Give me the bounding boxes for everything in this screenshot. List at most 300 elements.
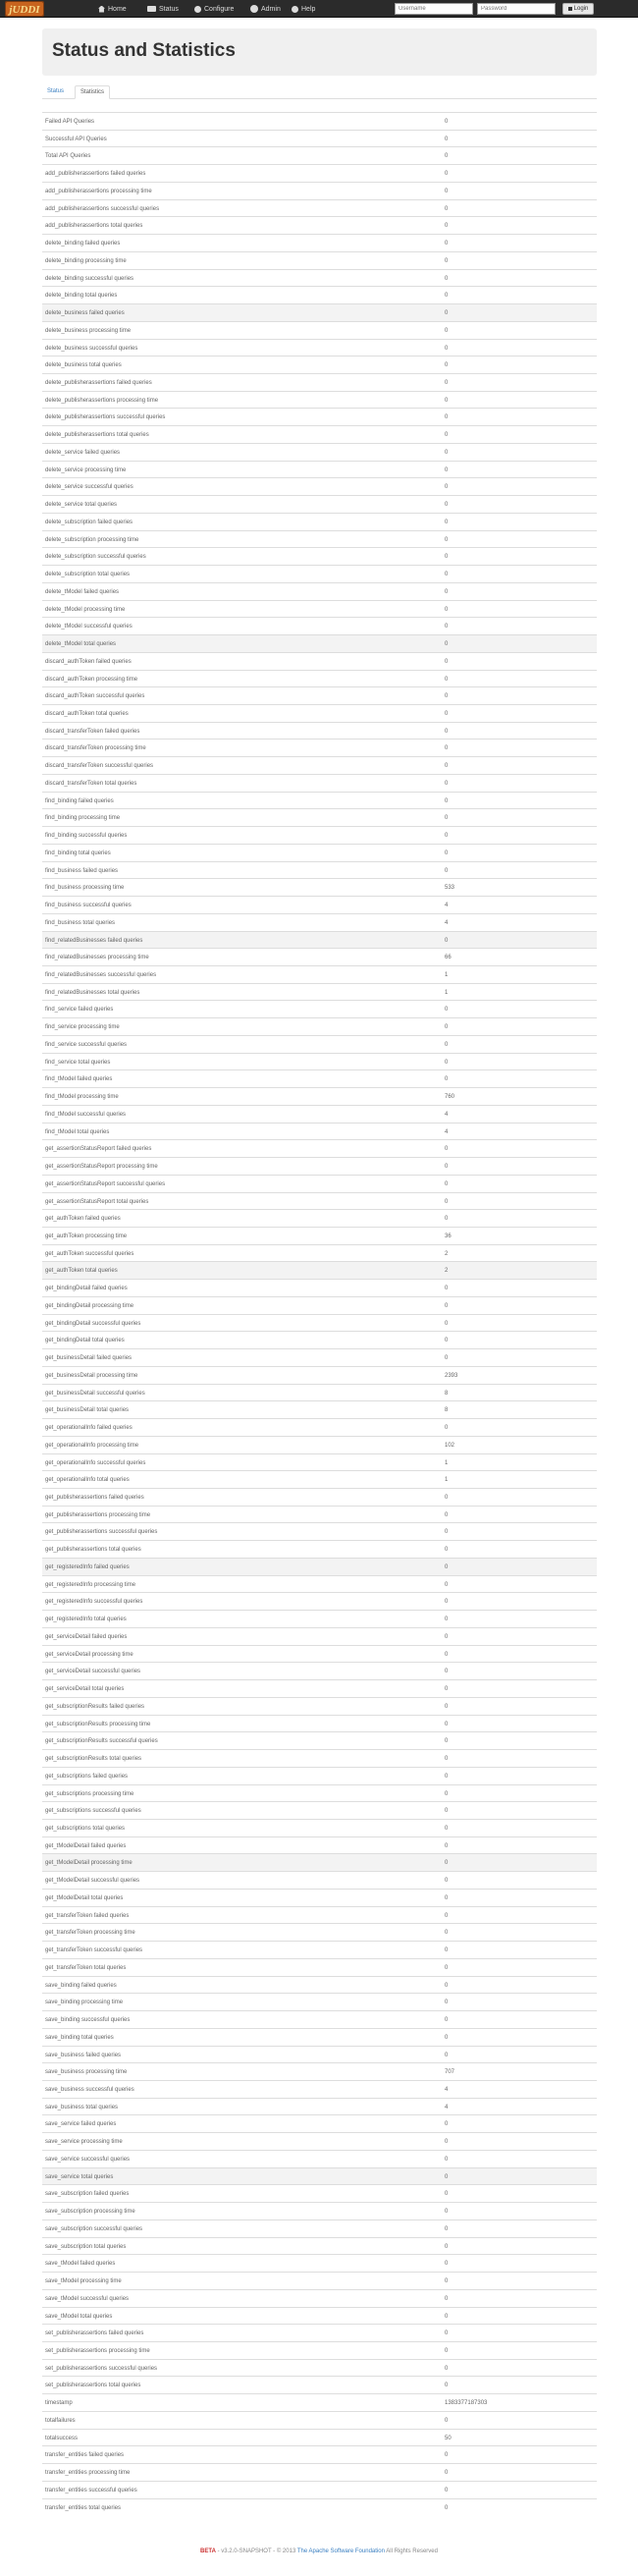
table-row xyxy=(42,1801,597,1819)
navbar xyxy=(0,0,638,18)
stat-value: 0 xyxy=(445,2452,449,2459)
stat-name: get_assertionStatusReport total queries xyxy=(45,1198,149,1205)
table-row xyxy=(42,1679,597,1697)
stat-name: save_business failed queries xyxy=(45,2052,122,2058)
nav-home[interactable] xyxy=(98,0,127,18)
stat-name: save_service total queries xyxy=(45,2173,114,2180)
table-row xyxy=(42,2376,597,2393)
stat-name: get_transferToken failed queries xyxy=(45,1912,130,1919)
stat-name: get_registeredInfo failed queries xyxy=(45,1563,130,1570)
table-row xyxy=(42,1384,597,1401)
stat-name: get_businessDetail failed queries xyxy=(45,1355,133,1362)
table-row xyxy=(42,670,597,687)
nav-help[interactable] xyxy=(292,0,315,18)
stat-value: 0 xyxy=(445,1547,449,1554)
stat-value: 0 xyxy=(445,119,449,125)
stat-value: 0 xyxy=(445,1860,449,1867)
table-row xyxy=(42,1331,597,1348)
table-row xyxy=(42,1923,597,1941)
table-row xyxy=(42,965,597,983)
stat-value: 0 xyxy=(445,293,449,300)
rights-text: All Rights Reserved xyxy=(386,2549,438,2554)
stat-value: 36 xyxy=(445,1233,452,1239)
table-row xyxy=(42,269,597,287)
table-row xyxy=(42,1749,597,1767)
stat-value: 0 xyxy=(445,2191,449,2198)
tab-status[interactable]: Status xyxy=(47,88,65,94)
table-row xyxy=(42,1871,597,1889)
table-row xyxy=(42,1400,597,1418)
stat-value: 0 xyxy=(445,449,449,456)
stat-name: delete_tModel total queries xyxy=(45,641,117,648)
stat-name: find_relatedBusinesses failed queries xyxy=(45,937,143,944)
stat-value: 0 xyxy=(445,2052,449,2058)
stat-value: 0 xyxy=(445,2139,449,2146)
stat-value: 760 xyxy=(445,1094,455,1101)
stat-name: get_authToken failed queries xyxy=(45,1216,121,1223)
stat-value: 0 xyxy=(445,2417,449,2424)
stat-name: delete_binding processing time xyxy=(45,257,127,264)
nav-label: Home xyxy=(108,5,127,13)
table-row xyxy=(42,1139,597,1157)
stat-value: 0 xyxy=(445,2034,449,2041)
stat-value: 0 xyxy=(445,1773,449,1780)
stat-value: 2 xyxy=(445,1250,449,1257)
stat-value: 0 xyxy=(445,1355,449,1362)
stat-value: 0 xyxy=(445,1894,449,1901)
stat-name: get_publisherassertions failed queries xyxy=(45,1495,144,1502)
stat-value: 0 xyxy=(445,710,449,717)
stat-value: 0 xyxy=(445,1164,449,1171)
stat-name: get_subscriptions failed queries xyxy=(45,1773,129,1780)
stat-name: get_bindingDetail total queries xyxy=(45,1338,125,1344)
table-row xyxy=(42,2202,597,2220)
stat-name: save_binding total queries xyxy=(45,2034,114,2041)
stat-name: add_publisherassertions processing time xyxy=(45,188,152,194)
table-row xyxy=(42,1522,597,1540)
stat-name: save_subscription successful queries xyxy=(45,2225,143,2232)
stat-name: get_subscriptionResults successful queries xyxy=(45,1738,158,1745)
stat-name: save_binding successful queries xyxy=(45,2017,131,2024)
login-button[interactable] xyxy=(562,3,594,15)
beta-label: BETA xyxy=(200,2549,216,2554)
table-row xyxy=(42,2098,597,2115)
stat-value: 0 xyxy=(445,1599,449,1606)
gear-icon xyxy=(194,6,201,13)
stat-value: 0 xyxy=(445,2017,449,2024)
stat-name: get_subscriptionResults processing time xyxy=(45,1721,151,1727)
stat-value: 0 xyxy=(445,850,449,856)
stat-name: save_tModel total queries xyxy=(45,2313,113,2320)
table-row xyxy=(42,1889,597,1906)
stat-name: save_service processing time xyxy=(45,2139,123,2146)
stat-value: 707 xyxy=(445,2069,455,2076)
stat-value: 4 xyxy=(445,2104,449,2110)
stat-name: delete_tModel failed queries xyxy=(45,588,120,595)
table-row xyxy=(42,1941,597,1958)
stat-value: 0 xyxy=(445,1756,449,1763)
table-row xyxy=(42,1157,597,1175)
stat-name: delete_binding failed queries xyxy=(45,241,121,247)
stat-name: delete_tModel processing time xyxy=(45,606,126,613)
juddi-logo[interactable] xyxy=(5,1,44,17)
stat-name: transfer_entities successful queries xyxy=(45,2487,137,2494)
stat-value: 0 xyxy=(445,728,449,735)
password-input[interactable] xyxy=(477,3,556,15)
table-row xyxy=(42,1348,597,1366)
nav-label: Status xyxy=(159,5,179,13)
stat-value: 0 xyxy=(445,345,449,352)
stat-value: 0 xyxy=(445,536,449,543)
table-row xyxy=(42,1540,597,1558)
table-row xyxy=(42,600,597,618)
table-row xyxy=(42,461,597,478)
table-row xyxy=(42,1697,597,1715)
stat-value: 0 xyxy=(445,2295,449,2302)
table-row xyxy=(42,2272,597,2289)
stat-value: 0 xyxy=(445,1703,449,1710)
table-row xyxy=(42,1731,597,1749)
stat-value: 0 xyxy=(445,1146,449,1153)
table-row xyxy=(42,1279,597,1296)
table-row xyxy=(42,547,597,565)
table-row xyxy=(42,1906,597,1924)
stat-name: totalfailures xyxy=(45,2417,76,2424)
statistics-table xyxy=(42,112,597,2515)
table-row xyxy=(42,164,597,182)
table-row xyxy=(42,112,597,130)
stat-name: get_authToken successful queries xyxy=(45,1250,134,1257)
version-text: - v3.2.0-SNAPSHOT - © 2013 xyxy=(217,2549,296,2554)
stat-name: transfer_entities failed queries xyxy=(45,2452,125,2459)
stat-value: 0 xyxy=(445,1617,449,1623)
stat-value: 0 xyxy=(445,1633,449,1640)
stat-value: 0 xyxy=(445,241,449,247)
table-row xyxy=(42,2289,597,2307)
stat-name: get_transferToken processing time xyxy=(45,1930,135,1937)
table-row xyxy=(42,286,597,303)
stat-name: find_relatedBusinesses processing time xyxy=(45,955,149,961)
stat-value: 1 xyxy=(445,1477,449,1484)
table-row xyxy=(42,146,597,164)
stat-name: save_subscription failed queries xyxy=(45,2191,130,2198)
stat-value: 0 xyxy=(445,2278,449,2285)
table-row xyxy=(42,2114,597,2132)
table-row xyxy=(42,251,597,269)
stat-name: discard_authToken total queries xyxy=(45,710,129,717)
table-row xyxy=(42,1784,597,1802)
stat-value: 0 xyxy=(445,867,449,874)
stat-value: 0 xyxy=(445,676,449,683)
table-row xyxy=(42,495,597,513)
table-row xyxy=(42,1227,597,1244)
stat-value: 0 xyxy=(445,658,449,665)
stat-value: 0 xyxy=(445,1425,449,1432)
stat-name: delete_business failed queries xyxy=(45,310,125,317)
stat-name: get_tModelDetail total queries xyxy=(45,1894,124,1901)
table-row xyxy=(42,686,597,704)
table-row xyxy=(42,408,597,425)
stat-name: get_businessDetail successful queries xyxy=(45,1390,145,1397)
stat-value: 0 xyxy=(445,2000,449,2006)
stat-name: discard_authToken successful queries xyxy=(45,693,145,700)
stat-name: find_service processing time xyxy=(45,1024,120,1031)
stat-name: delete_publisherassertions successful queries xyxy=(45,414,166,421)
table-row xyxy=(42,1453,597,1471)
stat-name: save_binding failed queries xyxy=(45,1982,117,1989)
table-row xyxy=(42,634,597,652)
table-row xyxy=(42,2132,597,2150)
table-row xyxy=(42,373,597,391)
stat-name: find_binding processing time xyxy=(45,815,121,822)
table-row xyxy=(42,1123,597,1140)
stat-value: 0 xyxy=(445,327,449,334)
help-icon xyxy=(292,6,298,13)
stat-value: 0 xyxy=(445,1007,449,1014)
stat-value: 0 xyxy=(445,1563,449,1570)
table-row xyxy=(42,425,597,443)
table-row xyxy=(42,1767,597,1784)
stat-name: find_tModel total queries xyxy=(45,1128,110,1135)
stat-name: get_bindingDetail failed queries xyxy=(45,1286,128,1292)
stat-name: save_tModel processing time xyxy=(45,2278,122,2285)
stat-value: 0 xyxy=(445,1198,449,1205)
stat-value: 0 xyxy=(445,1180,449,1187)
table-row xyxy=(42,1192,597,1210)
stat-name: delete_business successful queries xyxy=(45,345,138,352)
stat-name: get_bindingDetail processing time xyxy=(45,1302,134,1309)
stat-value: 0 xyxy=(445,1878,449,1885)
table-row xyxy=(42,565,597,582)
table-row xyxy=(42,2341,597,2359)
table-row xyxy=(42,1958,597,1976)
stat-name: get_subscriptions processing time xyxy=(45,1790,134,1797)
stat-name: discard_transferToken total queries xyxy=(45,780,137,787)
stat-name: discard_authToken failed queries xyxy=(45,658,132,665)
stat-name: timestamp xyxy=(45,2400,73,2407)
stat-name: delete_tModel successful queries xyxy=(45,624,133,630)
stat-value: 0 xyxy=(445,310,449,317)
stat-name: delete_service total queries xyxy=(45,502,118,509)
table-row xyxy=(42,2150,597,2167)
apache-link[interactable]: The Apache Software Foundation xyxy=(296,2549,385,2554)
stat-value: 0 xyxy=(445,780,449,787)
stat-value: 0 xyxy=(445,2225,449,2232)
table-row xyxy=(42,1261,597,1279)
stat-name: find_binding total queries xyxy=(45,850,111,856)
table-row xyxy=(42,931,597,949)
table-row xyxy=(42,2445,597,2463)
table-row xyxy=(42,2237,597,2255)
stat-value: 0 xyxy=(445,745,449,752)
nav-configure[interactable] xyxy=(194,0,234,18)
stat-name: delete_publisherassertions total queries xyxy=(45,432,149,439)
stat-value: 2 xyxy=(445,1268,449,1275)
stat-name: delete_publisherassertions failed queries xyxy=(45,380,152,387)
table-row xyxy=(42,1627,597,1645)
stat-name: save_service successful queries xyxy=(45,2156,131,2163)
stat-name: get_operationalInfo processing time xyxy=(45,1442,139,1449)
stat-name: get_businessDetail total queries xyxy=(45,1407,130,1414)
stat-value: 0 xyxy=(445,1286,449,1292)
stat-value: 0 xyxy=(445,2504,449,2511)
stat-name: get_bindingDetail successful queries xyxy=(45,1320,141,1327)
table-row xyxy=(42,1662,597,1679)
stat-value: 0 xyxy=(445,2261,449,2268)
table-row xyxy=(42,844,597,861)
logo-text: jUDDI xyxy=(9,4,40,16)
stat-value: 102 xyxy=(445,1442,455,1449)
table-row xyxy=(42,303,597,321)
stat-name: find_binding failed queries xyxy=(45,797,114,804)
stat-value: 0 xyxy=(445,1686,449,1693)
table-row xyxy=(42,792,597,809)
stat-value: 0 xyxy=(445,937,449,944)
stat-name: save_business total queries xyxy=(45,2104,119,2110)
table-row xyxy=(42,1418,597,1436)
stat-value: 0 xyxy=(445,1581,449,1588)
table-row xyxy=(42,808,597,826)
table-row xyxy=(42,216,597,234)
stat-value: 0 xyxy=(445,1495,449,1502)
stat-name: get_businessDetail processing time xyxy=(45,1372,138,1379)
stat-value: 0 xyxy=(445,275,449,282)
nav-admin[interactable] xyxy=(250,0,281,18)
table-row xyxy=(42,339,597,356)
stat-name: add_publisherassertions total queries xyxy=(45,223,143,230)
table-row xyxy=(42,826,597,844)
table-row xyxy=(42,2359,597,2377)
stat-value: 0 xyxy=(445,1930,449,1937)
table-row xyxy=(42,1853,597,1871)
stat-name: set_publisherassertions failed queries xyxy=(45,2330,144,2337)
stat-name: get_operationalInfo total queries xyxy=(45,1477,130,1484)
table-row xyxy=(42,1993,597,2010)
username-input[interactable] xyxy=(395,3,473,15)
nav-status[interactable] xyxy=(147,0,179,18)
stat-value: 0 xyxy=(445,1511,449,1518)
stat-value: 0 xyxy=(445,1041,449,1048)
table-row xyxy=(42,182,597,199)
stat-name: find_business failed queries xyxy=(45,867,119,874)
stat-value: 0 xyxy=(445,1669,449,1675)
stat-value: 0 xyxy=(445,1651,449,1658)
stat-name: get_assertionStatusReport processing time xyxy=(45,1164,158,1171)
stat-value: 50 xyxy=(445,2435,452,2441)
stat-value: 1383377187303 xyxy=(445,2400,488,2407)
table-row xyxy=(42,1296,597,1314)
stat-value: 4 xyxy=(445,919,449,926)
tab-bar xyxy=(42,85,597,99)
stat-name: add_publisherassertions failed queries xyxy=(45,171,146,178)
stat-value: 4 xyxy=(445,1111,449,1118)
stat-value: 0 xyxy=(445,1912,449,1919)
stat-name: get_assertionStatusReport failed queries xyxy=(45,1146,152,1153)
table-row xyxy=(42,477,597,495)
table-row xyxy=(42,896,597,913)
stat-name: delete_subscription total queries xyxy=(45,572,131,578)
table-row xyxy=(42,2429,597,2446)
stat-value: 0 xyxy=(445,693,449,700)
stat-value: 0 xyxy=(445,414,449,421)
table-row xyxy=(42,1436,597,1453)
stat-value: 0 xyxy=(445,763,449,770)
table-row xyxy=(42,513,597,530)
stat-name: get_serviceDetail processing time xyxy=(45,1651,133,1658)
stat-name: Total API Queries xyxy=(45,153,91,160)
stat-value: 0 xyxy=(445,1982,449,1989)
table-row xyxy=(42,1366,597,1384)
table-row xyxy=(42,2411,597,2429)
stat-value: 4 xyxy=(445,903,449,909)
camera-icon xyxy=(147,6,156,12)
table-row xyxy=(42,1087,597,1105)
stat-value: 66 xyxy=(445,955,452,961)
stat-value: 1 xyxy=(445,971,449,978)
table-row xyxy=(42,1558,597,1575)
stat-value: 1 xyxy=(445,1459,449,1466)
table-row xyxy=(42,861,597,879)
stat-value: 0 xyxy=(445,1790,449,1797)
table-row xyxy=(42,356,597,373)
stat-name: get_subscriptionResults total queries xyxy=(45,1756,142,1763)
table-row xyxy=(42,652,597,670)
stat-value: 0 xyxy=(445,466,449,473)
page-title: Status and Statistics xyxy=(52,40,236,61)
stat-name: get_operationalInfo failed queries xyxy=(45,1425,133,1432)
stat-value: 0 xyxy=(445,641,449,648)
table-row xyxy=(42,2254,597,2272)
stat-value: 4 xyxy=(445,2086,449,2093)
stat-name: save_tModel failed queries xyxy=(45,2261,116,2268)
table-row xyxy=(42,1715,597,1732)
stat-value: 0 xyxy=(445,1024,449,1031)
table-row xyxy=(42,878,597,896)
stat-value: 0 xyxy=(445,205,449,212)
stat-value: 0 xyxy=(445,1076,449,1083)
stat-name: get_authToken processing time xyxy=(45,1233,128,1239)
stat-value: 0 xyxy=(445,2383,449,2389)
stat-name: get_serviceDetail successful queries xyxy=(45,1669,141,1675)
lock-icon xyxy=(568,7,572,11)
stat-name: find_relatedBusinesses successful queries xyxy=(45,971,157,978)
stat-value: 0 xyxy=(445,223,449,230)
stat-name: find_tModel processing time xyxy=(45,1094,119,1101)
table-row xyxy=(42,530,597,548)
table-row xyxy=(42,2080,597,2098)
stat-name: save_binding processing time xyxy=(45,2000,124,2006)
table-row xyxy=(42,1244,597,1262)
stat-value: 0 xyxy=(445,2470,449,2477)
stat-value: 0 xyxy=(445,153,449,160)
stat-name: totalsuccess xyxy=(45,2435,79,2441)
stat-name: discard_transferToken successful queries xyxy=(45,763,154,770)
tab-statistics[interactable]: Statistics xyxy=(75,85,110,99)
stat-value: 0 xyxy=(445,171,449,178)
stat-name: set_publisherassertions total queries xyxy=(45,2383,141,2389)
stat-value: 0 xyxy=(445,397,449,404)
nav-label: Help xyxy=(301,5,316,13)
stat-name: delete_binding successful queries xyxy=(45,275,134,282)
stat-name: get_subscriptions successful queries xyxy=(45,1808,141,1815)
table-row xyxy=(42,774,597,792)
stat-value: 0 xyxy=(445,1216,449,1223)
stat-value: 0 xyxy=(445,572,449,578)
table-row xyxy=(42,739,597,756)
stat-name: Successful API Queries xyxy=(45,136,107,142)
stat-value: 0 xyxy=(445,2348,449,2354)
stat-name: delete_business total queries xyxy=(45,362,122,369)
